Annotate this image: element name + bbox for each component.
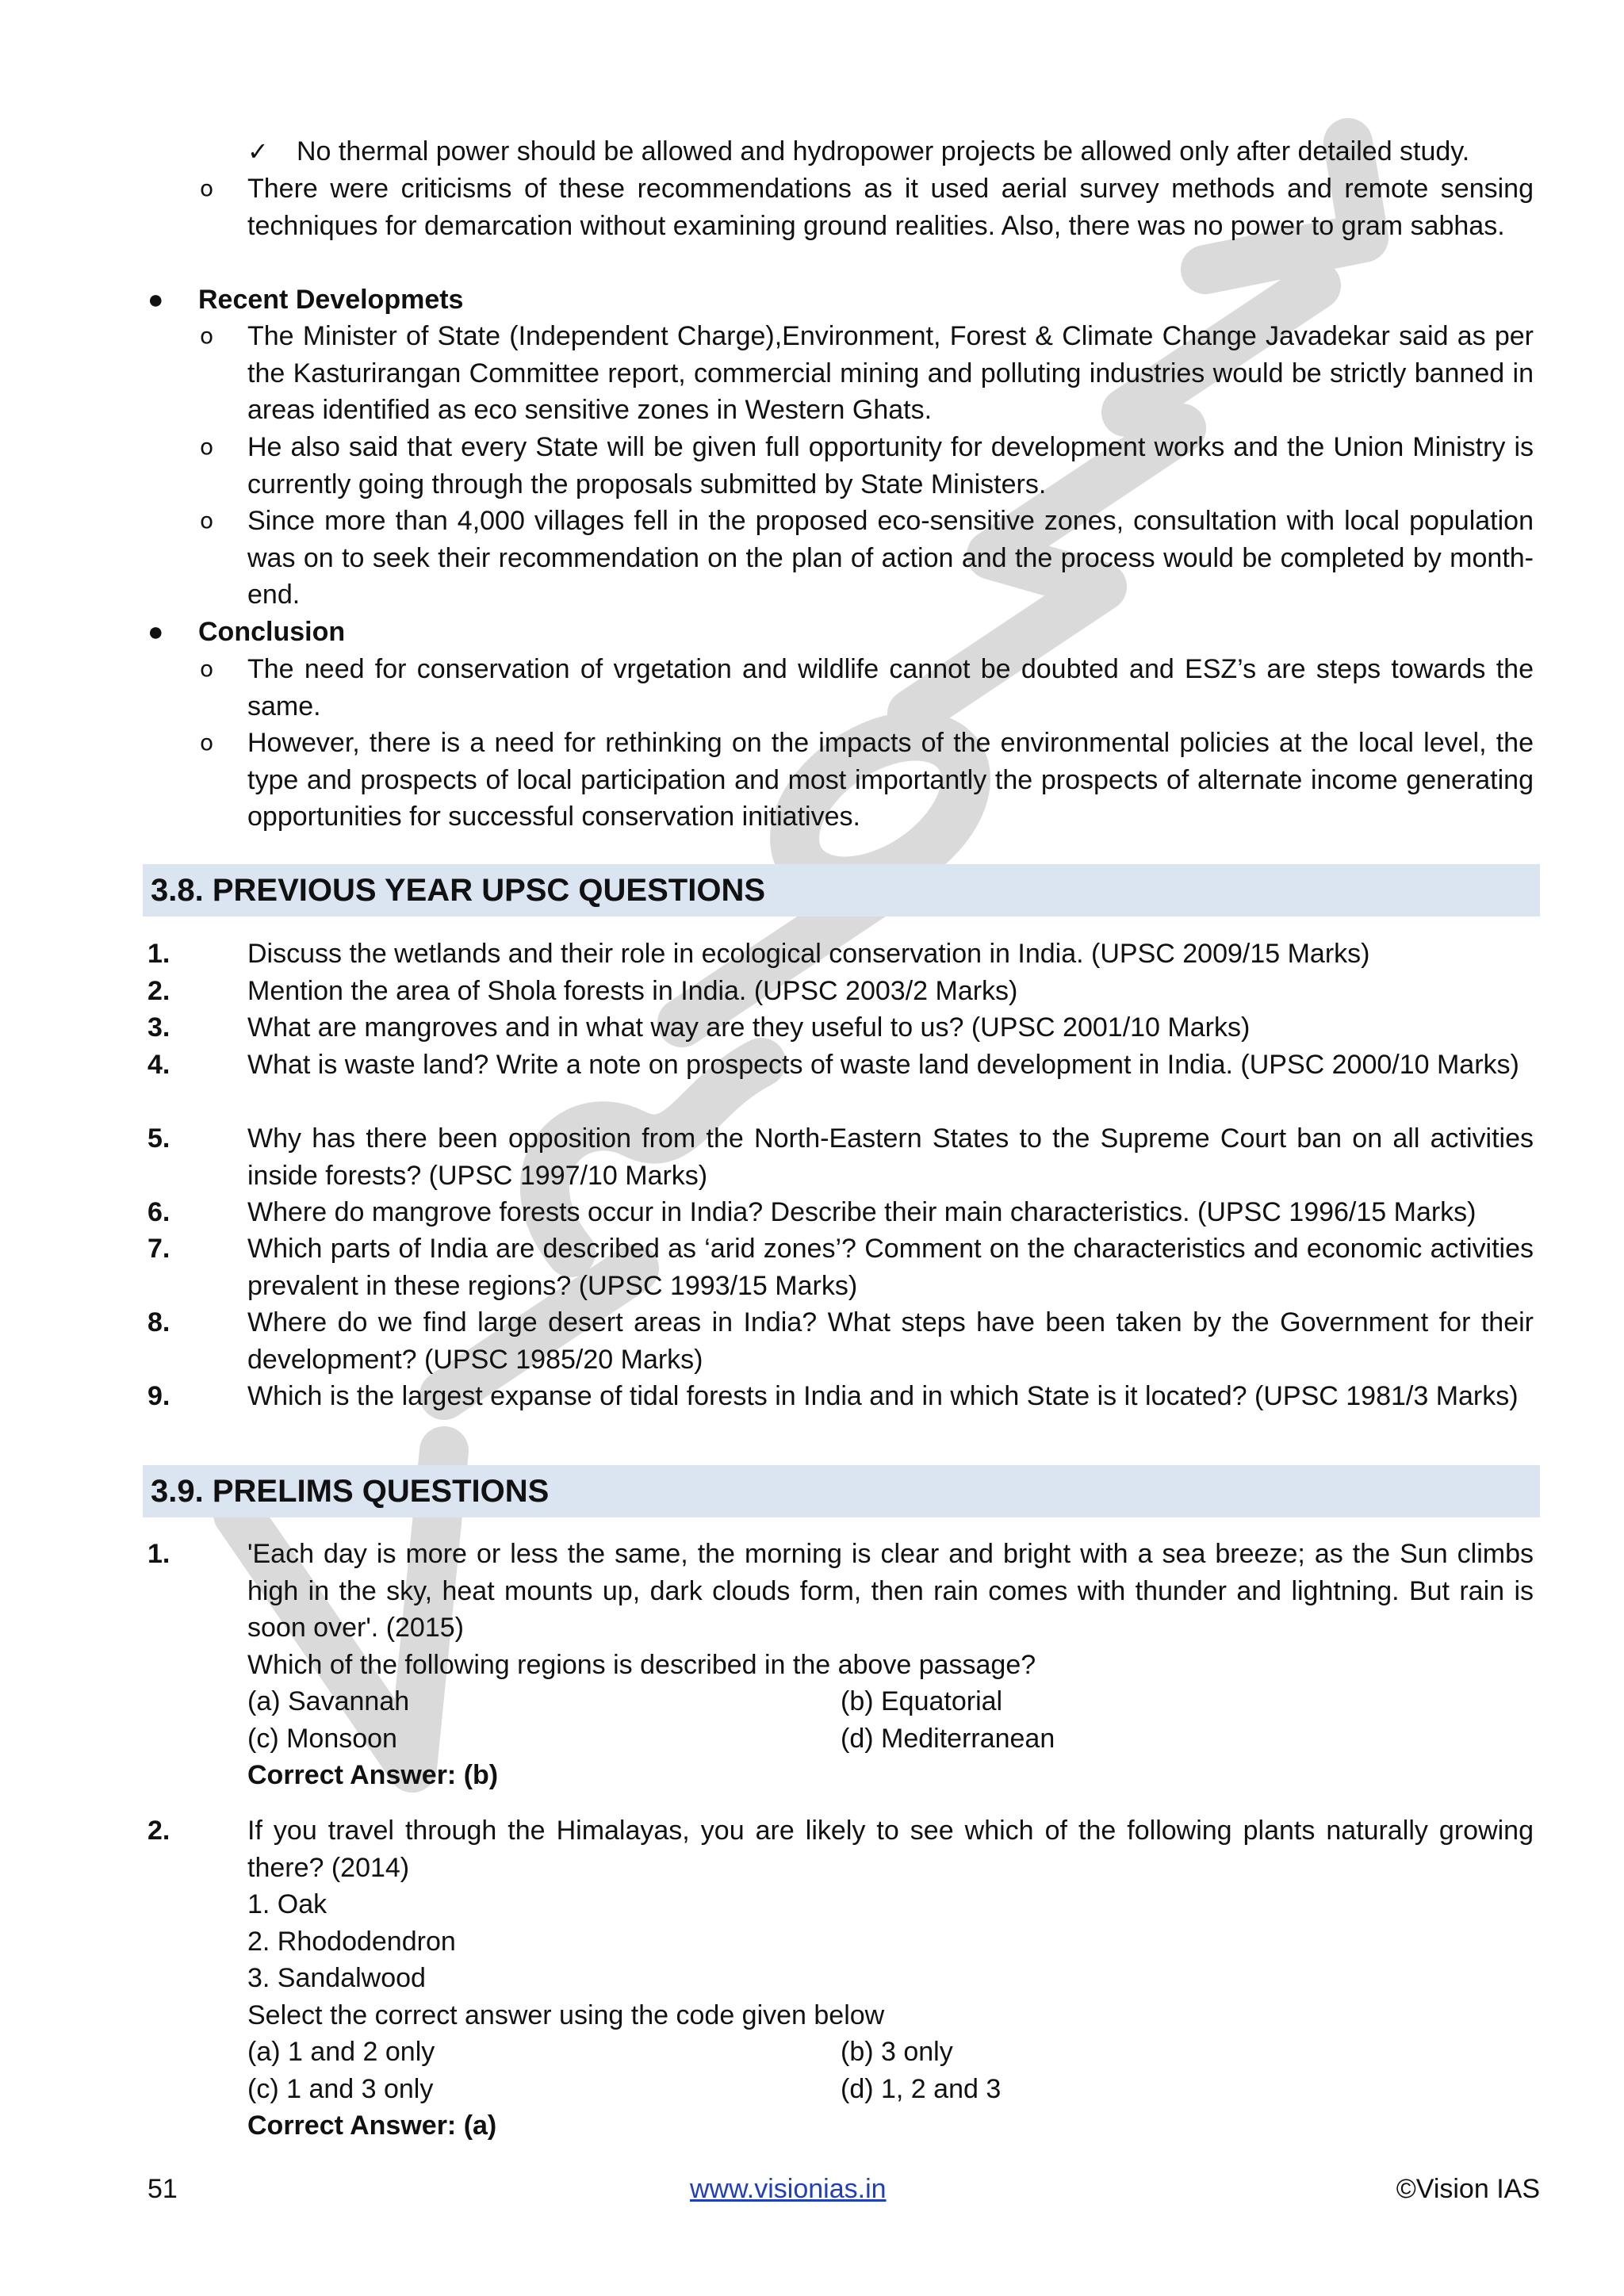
question-number: 4. — [147, 1050, 170, 1080]
sub-bullet-icon: o — [200, 507, 214, 534]
sub-bullet-icon: o — [200, 175, 214, 201]
question-number: 6. — [147, 1197, 170, 1227]
prelims-q2-prompt: Select the correct answer using the code given below — [247, 2000, 885, 2030]
sub-bullet-icon: o — [200, 434, 214, 460]
prelims-q1-answer: Correct Answer: (b) — [247, 1760, 499, 1790]
question-text: Where do mangrove forests occur in India? Describe their main characteristics. (UPSC 1996/15 Marks) — [247, 1197, 1477, 1227]
question-number: 7. — [147, 1234, 170, 1264]
prelims-q1-prompt: Which of the following regions is described in the above passage? — [247, 1650, 1036, 1680]
option: (d) Mediterranean — [841, 1724, 1055, 1754]
sub-bullet-icon: o — [200, 729, 214, 756]
option: (c) 1 and 3 only — [247, 2074, 434, 2104]
recent-item: The Minister of State (Independent Charge),Environment, Forest & Climate Change Javadekar said as per the Kasturirangan Committee report, commercial mining and polluting industries would be strictly banned in areas identified as eco sensitive zones in Western Ghats. — [247, 321, 1534, 425]
question-number: 3. — [147, 1012, 170, 1043]
question-text: What are mangroves and in what way are they useful to us? (UPSC 2001/10 Marks) — [247, 1012, 1251, 1043]
option: (d) 1, 2 and 3 — [841, 2074, 1002, 2104]
prelims-q2-answer: Correct Answer: (a) — [247, 2110, 497, 2141]
question-text: Mention the area of Shola forests in India. (UPSC 2003/2 Marks) — [247, 976, 1018, 1006]
question-number: 9. — [147, 1381, 170, 1411]
recent-item: Since more than 4,000 villages fell in the proposed eco-sensitive zones, consultation with local population was on to seek their recommendation on the plan of action and the process would be completed by month-end. — [247, 506, 1534, 610]
conclusion-heading: Conclusion — [198, 617, 346, 647]
question-number: 2. — [147, 1816, 170, 1846]
bullet-icon: ● — [147, 617, 164, 647]
sub-bullet-icon: o — [200, 323, 214, 349]
sub-bullet-icon: o — [200, 656, 214, 682]
option: (c) Monsoon — [247, 1724, 397, 1754]
question-number: 5. — [147, 1123, 170, 1154]
conclusion-item: However, there is a need for rethinking on the impacts of the environmental policies at the local level, the type and prospects of local participation and most importantly the prospects of alternate income generating opportunities for successful conservation initiatives. — [247, 728, 1534, 832]
plant-item: 2. Rhododendron — [247, 1927, 456, 1957]
check-item-text: No thermal power should be allowed and hydropower projects be allowed only after detailed study. — [297, 136, 1470, 166]
option: (b) Equatorial — [841, 1686, 1003, 1716]
question-text: What is waste land? Write a note on prospects of waste land development in India. (UPSC 2000/10 Marks) — [247, 1050, 1519, 1080]
conclusion-item: The need for conservation of vrgetation and wildlife cannot be doubted and ESZ’s are steps towards the same. — [247, 654, 1534, 721]
option: (a) Savannah — [247, 1686, 410, 1716]
prelims-q2-passage: If you travel through the Himalayas, you are likely to see which of the following plants naturally growing there? (2014) — [247, 1816, 1534, 1883]
question-text: Discuss the wetlands and their role in ecological conservation in India. (UPSC 2009/15 Marks) — [247, 939, 1370, 969]
section-3-9-title: 3.9. PRELIMS QUESTIONS — [151, 1474, 550, 1509]
check-icon: ✓ — [247, 136, 269, 166]
recent-item: He also said that every State will be given full opportunity for development works and the Union Ministry is currently going through the proposals submitted by State Ministers. — [247, 432, 1534, 499]
question-text: Which parts of India are described as ‘arid zones’? Comment on the characteristics and economic activities prevalent in these regions? (UPSC 1993/15 Marks) — [247, 1234, 1534, 1301]
question-text: Where do we find large desert areas in India? What steps have been taken by the Government for their development? (UPSC 1985/20 Marks) — [247, 1307, 1534, 1375]
section-3-8-title: 3.8. PREVIOUS YEAR UPSC QUESTIONS — [151, 873, 766, 908]
question-number: 1. — [147, 1539, 170, 1569]
option: (a) 1 and 2 only — [247, 2037, 435, 2067]
recent-developments-heading: Recent Developmets — [198, 285, 464, 315]
website-link[interactable]: www.visionias.in — [690, 2174, 887, 2204]
question-text: Which is the largest expanse of tidal forests in India and in which State is it located? (UPSC 1981/3 Marks) — [247, 1381, 1519, 1411]
question-number: 2. — [147, 976, 170, 1006]
option: (b) 3 only — [841, 2037, 953, 2067]
question-number: 8. — [147, 1307, 170, 1337]
question-number: 1. — [147, 939, 170, 969]
criticism-text: There were criticisms of these recommendations as it used aerial survey methods and remote sensing techniques for demarcation without examining ground realities. Also, there was no power to gram sabhas. — [247, 174, 1534, 241]
question-text: Why has there been opposition from the North-Eastern States to the Supreme Court ban on all activities inside forests? (UPSC 1997/10 Marks) — [247, 1123, 1534, 1191]
copyright: ©Vision IAS — [1396, 2174, 1540, 2204]
page-number: 51 — [147, 2174, 178, 2204]
prelims-q1-passage: 'Each day is more or less the same, the morning is clear and bright with a sea breeze; as the Sun climbs high in the sky, heat mounts up, dark clouds form, then rain comes with thunder and lightning. But rain is soon over'. (2015) — [247, 1539, 1534, 1643]
plant-item: 3. Sandalwood — [247, 1963, 426, 1993]
bullet-icon: ● — [147, 285, 164, 315]
plant-item: 1. Oak — [247, 1889, 327, 1919]
